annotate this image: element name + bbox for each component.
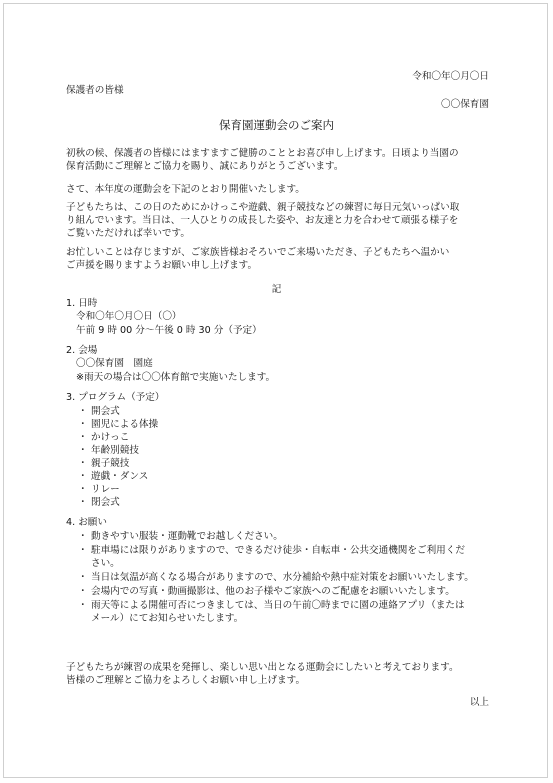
document-page (3, 3, 548, 778)
bullet: ・ (78, 531, 88, 542)
venue-name: 〇〇保育園 園庭 (76, 358, 153, 369)
bullet: ・ (78, 445, 88, 456)
bullet: ・ (78, 406, 88, 417)
program-item: リレー (91, 484, 120, 495)
sender: 〇〇保育園 (441, 99, 489, 110)
rain-venue-note: ※雨天の場合は〇〇体育館で実施いたします。 (76, 372, 276, 383)
event-date: 令和〇年〇月〇日（〇） (76, 311, 182, 322)
end-mark: 以上 (469, 697, 489, 708)
greeting-paragraph (66, 147, 498, 173)
bullet: ・ (78, 471, 88, 482)
text-line: ご覧いただければ幸いです。 (66, 228, 190, 239)
bullet: ・ (78, 458, 88, 469)
request-item-continued: メール）にてお知らせいたします。 (91, 613, 244, 624)
section-venue-heading: 2. 会場 (66, 345, 98, 356)
recipient: 保護者の皆様 (66, 85, 124, 96)
closing-line: 皆様のご理解とご協力をよろしくお願い申し上げます。 (66, 675, 306, 686)
text-line: ご声援を賜りますようお願い申し上げます。 (66, 260, 258, 271)
bullet: ・ (78, 545, 88, 556)
bullet: ・ (78, 432, 88, 443)
text-line: お忙しいことは存じますが、ご家族皆様おそろいでご来場いただき、子どもたちへ温かい (66, 247, 450, 258)
request-item: 雨天等による開催可否につきましては、当日の午前〇時までに園の連絡アプリ（または (91, 600, 465, 611)
bullet: ・ (78, 497, 88, 508)
bullet: ・ (78, 572, 88, 583)
request-item-continued: さい。 (91, 558, 120, 569)
program-item: かけっこ (91, 432, 130, 443)
closing-line: 子どもたちが練習の成果を発揮し、楽しい思い出となる運動会にしたいと考えております。 (66, 662, 459, 673)
invitation-paragraph (66, 246, 498, 272)
text-line: り組んでいます。当日は、一人ひとりの成長した姿や、お友達と力を合わせて頑張る様子を (66, 215, 459, 226)
program-item: 園児による体操 (91, 419, 159, 430)
request-item: 会場内での写真・動画撮影は、他のお子様やご家族へのご配慮をお願いいたします。 (91, 586, 455, 597)
announcement-paragraph: さて、本年度の運動会を下記のとおり開催いたします。 (66, 184, 305, 195)
section-program-heading: 3. プログラム（予定） (66, 392, 165, 403)
section-requests-heading: 4. お願い (66, 517, 107, 528)
program-item: 年齢別競技 (91, 445, 139, 456)
issue-date: 令和〇年〇月〇日 (412, 71, 489, 82)
event-time: 午前 9 時 00 分～午後 0 時 30 分（予定） (76, 325, 262, 336)
ki-heading: 記 (271, 284, 282, 295)
request-item: 動きやすい服装・運動靴でお越しください。 (91, 531, 283, 542)
bullet: ・ (78, 600, 88, 611)
bullet: ・ (78, 419, 88, 430)
program-item: 閉会式 (91, 497, 120, 508)
program-item: 開会式 (91, 406, 120, 417)
request-item: 当日は気温が高くなる場合がありますので、水分補給や熱中症対策をお願いいたします。 (91, 572, 474, 583)
text-line: 保育活動にご理解とご協力を賜り、誠にありがとうございます。 (66, 161, 344, 172)
section-date-heading: 1. 日時 (66, 298, 98, 309)
program-item: 遊戯・ダンス (91, 471, 149, 482)
text-line: 子どもたちは、この日のためにかけっこや遊戯、親子競技などの練習に毎日元気いっぱい取 (66, 202, 460, 213)
text-line: 初秋の候、保護者の皆様にはますますご健勝のこととお喜び申し上げます。日頃より当園の (66, 148, 459, 159)
request-item: 駐車場には限りがありますので、できるだけ徒歩・自転車・公共交通機関をご利用くだ (91, 545, 465, 556)
bullet: ・ (78, 484, 88, 495)
bullet: ・ (78, 586, 88, 597)
program-item: 親子競技 (91, 458, 130, 469)
document-title: 保育園運動会のご案内 (219, 118, 334, 132)
description-paragraph (66, 201, 498, 240)
